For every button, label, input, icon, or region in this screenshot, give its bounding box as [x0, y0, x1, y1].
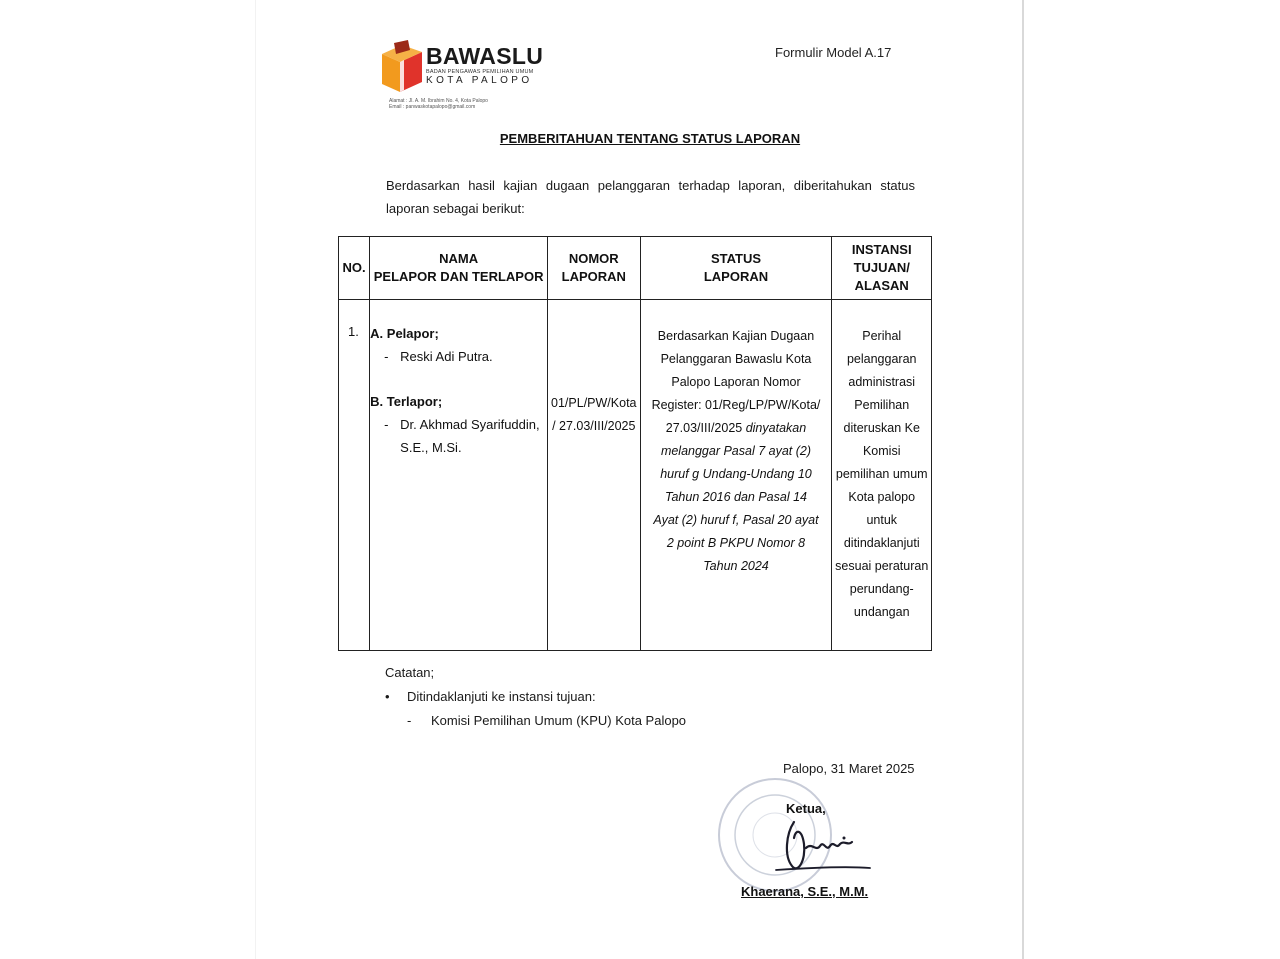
- notes-block: [385, 661, 686, 733]
- instansi-line: sesuai peraturan: [835, 559, 929, 573]
- instansi-line: pelanggaran: [846, 352, 917, 366]
- instansi-line: Perihal: [862, 329, 902, 343]
- status-table: [338, 236, 932, 651]
- header-nomor: [548, 237, 640, 300]
- header-nama-line: PELAPOR DAN TERLAPOR: [373, 269, 544, 284]
- instansi-line: administrasi: [848, 375, 916, 389]
- status-line-italic: Tahun 2024: [703, 559, 769, 573]
- header-nomor-line: NOMOR: [568, 251, 619, 266]
- signer-role: Ketua,: [786, 801, 826, 816]
- header-no: NO.: [339, 237, 370, 300]
- status-line: [641, 417, 832, 440]
- nomor-line: 01/PL/PW/Kota: [551, 396, 637, 410]
- header-instansi-line: ALASAN: [854, 278, 909, 293]
- list-dash: -: [384, 417, 389, 432]
- status-line-italic: melanggar Pasal 7 ayat (2): [660, 444, 812, 458]
- terlapor-name-row: [370, 413, 547, 459]
- status-line-part: 27.03/III/2025: [665, 421, 743, 435]
- org-full-name: BADAN PENGAWAS PEMILIHAN UMUM: [426, 69, 534, 75]
- cell-instansi: [832, 300, 932, 651]
- notes-item-text: Ditindaklanjuti ke instansi tujuan:: [407, 689, 596, 704]
- status-line-part-italic: dinyatakan: [742, 421, 807, 435]
- header-instansi-line: INSTANSI: [851, 242, 912, 257]
- header-status-line: STATUS: [710, 251, 762, 266]
- header-instansi-line: TUJUAN/: [853, 260, 910, 275]
- status-line-italic: huruf g Undang-Undang 10: [660, 467, 812, 481]
- cell-no: 1.: [339, 300, 370, 651]
- form-model-label: Formulir Model A.17: [775, 45, 892, 60]
- instansi-line: Pemilihan: [854, 398, 910, 412]
- document-title: PEMBERITAHUAN TENTANG STATUS LAPORAN: [499, 131, 801, 146]
- list-dash: -: [384, 349, 389, 364]
- status-line-italic: Tahun 2016 dan Pasal 14: [664, 490, 807, 504]
- nomor-line: / 27.03/III/2025: [552, 419, 636, 433]
- address-line: Alamat : Jl. A. M. Ibrahim No. 4, Kota Palopo: [389, 98, 488, 104]
- status-line-italic: Ayat (2) huruf f, Pasal 20 ayat: [653, 513, 819, 527]
- org-address: [389, 98, 488, 110]
- terlapor-label: B. Terlapor;: [370, 394, 443, 409]
- cell-status: [640, 300, 832, 651]
- instansi-line: Komisi: [862, 444, 901, 458]
- org-name: BAWASLU: [426, 43, 544, 69]
- table-row: [339, 300, 932, 651]
- org-city: KOTA PALOPO: [426, 75, 533, 86]
- pelapor-label: A. Pelapor;: [370, 326, 439, 341]
- header-status-line: LAPORAN: [703, 269, 769, 284]
- instansi-line: undangan: [853, 605, 910, 619]
- header-instansi: [832, 237, 932, 300]
- place-date: Palopo, 31 Maret 2025: [783, 761, 915, 776]
- cell-nomor: [548, 300, 640, 651]
- status-line: Pelanggaran Bawaslu Kota: [660, 352, 812, 366]
- status-line: Berdasarkan Kajian Dugaan: [657, 329, 815, 343]
- brand-block: [426, 44, 543, 86]
- instansi-line: untuk: [866, 513, 898, 527]
- status-line: Register: 01/Reg/LP/PW/Kota/: [651, 398, 821, 412]
- terlapor-name-line: Dr. Akhmad Syarifuddin,: [400, 417, 540, 432]
- header-nama: [370, 237, 548, 300]
- terlapor-name: [400, 413, 539, 459]
- instansi-line: pemilihan umum: [835, 467, 928, 481]
- terlapor-name-line: S.E., M.Si.: [400, 440, 462, 455]
- instansi-line: ditindaklanjuti: [843, 536, 920, 550]
- pelapor-name: Reski Adi Putra.: [400, 349, 493, 364]
- instansi-line: perundang-: [849, 582, 914, 596]
- header-nama-line: NAMA: [439, 251, 479, 266]
- header-status: [640, 237, 832, 300]
- notes-label: Catatan;: [385, 665, 435, 680]
- handwritten-signature-icon: [766, 808, 876, 888]
- status-line-italic: 2 point B PKPU Nomor 8: [666, 536, 806, 550]
- pelapor-name-row: [370, 345, 547, 368]
- instansi-line: diteruskan Ke: [843, 421, 920, 435]
- bawaslu-logo-icon: [380, 40, 424, 94]
- notes-sub-item-text: Komisi Pemilihan Umum (KPU) Kota Palopo: [431, 713, 687, 728]
- instansi-line: Kota palopo: [848, 490, 916, 504]
- bullet-icon: •: [385, 689, 390, 704]
- table-header-row: [339, 237, 932, 300]
- status-line: Palopo Laporan Nomor: [671, 375, 801, 389]
- header-nomor-line: LAPORAN: [561, 269, 626, 284]
- notes-sub-item: [385, 709, 686, 733]
- cell-nama: [370, 300, 548, 651]
- signer-name: Khaerana, S.E., M.M.: [741, 884, 869, 899]
- list-dash: -: [407, 713, 412, 728]
- intro-paragraph: Berdasarkan hasil kajian dugaan pelanggaran terhadap laporan, diberitahukan status laporan sebagai berikut:: [386, 178, 915, 216]
- notes-item: [385, 685, 686, 709]
- email-line: Email : panwaskotapalopo@gmail.com: [389, 104, 476, 110]
